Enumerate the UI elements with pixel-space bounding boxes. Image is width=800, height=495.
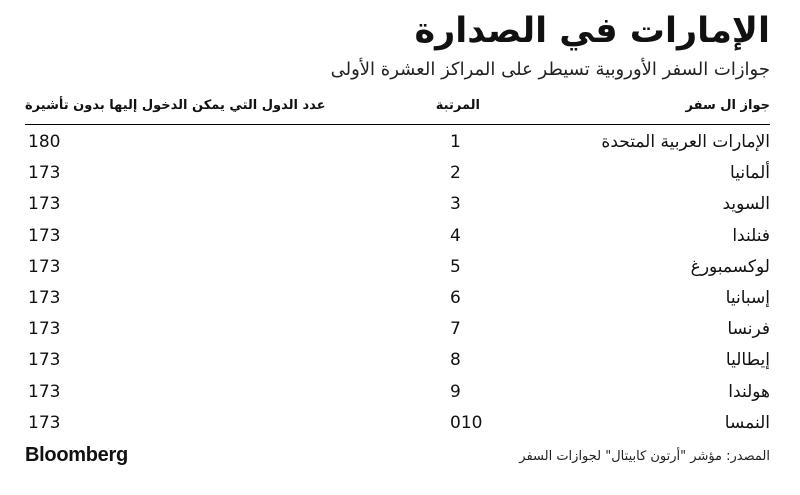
table-row (0, 220, 800, 251)
rank-value: 3 (450, 194, 461, 215)
column-header-visa-free-count: عدد الدول التي يمكن الدخول إليها بدون تأشيرة (25, 98, 326, 113)
visa-free-count: 173 (28, 350, 61, 371)
table-row (0, 188, 800, 219)
table-row (0, 407, 800, 438)
chart-subtitle: جوازات السفر الأوروبية تسيطر على المراكز العشرة الأولى (330, 59, 770, 80)
passport-name: إسبانيا (725, 287, 770, 308)
rank-value: 5 (450, 256, 461, 277)
passport-name: إيطاليا (725, 350, 770, 371)
passport-name: الإمارات العربية المتحدة (601, 132, 770, 152)
visa-free-count: 173 (28, 225, 61, 246)
visa-free-count: 173 (28, 287, 61, 308)
rank-value: 010 (450, 412, 483, 433)
source-note: المصدر: مؤشر "أرتون كابيتال" لجوازات السفر (519, 449, 770, 464)
table-row (0, 313, 800, 344)
rank-value: 1 (450, 132, 461, 152)
rank-value: 6 (450, 287, 461, 308)
table-row (0, 282, 800, 313)
table-row (0, 376, 800, 407)
passport-name: فرنسا (727, 319, 770, 340)
table-row (0, 251, 800, 282)
header-rule (25, 124, 770, 125)
passport-name: لوكسمبورغ (690, 256, 770, 277)
rank-value: 8 (450, 350, 461, 371)
bloomberg-logo: Bloomberg (25, 444, 128, 466)
table-body (0, 126, 800, 438)
passport-name: ألمانيا (730, 163, 770, 184)
passport-name: هولندا (728, 381, 770, 402)
table-row (0, 157, 800, 188)
table-row (0, 126, 800, 157)
column-header-rank: المرتبة (435, 98, 480, 113)
column-header-passport: جواز ال سفر (685, 98, 770, 113)
passport-name: فنلندا (732, 225, 770, 246)
table-row (0, 344, 800, 375)
rank-value: 2 (450, 163, 461, 184)
visa-free-count: 173 (28, 381, 61, 402)
visa-free-count: 180 (28, 132, 61, 152)
passport-name: السويد (722, 194, 770, 215)
visa-free-count: 173 (28, 412, 61, 433)
rank-value: 4 (450, 225, 461, 246)
visa-free-count: 173 (28, 163, 61, 184)
rank-value: 7 (450, 319, 461, 340)
visa-free-count: 173 (28, 319, 61, 340)
visa-free-count: 173 (28, 194, 61, 215)
visa-free-count: 173 (28, 256, 61, 277)
rank-value: 9 (450, 381, 461, 402)
passport-name: النمسا (724, 412, 770, 433)
chart-title: الإمارات في الصدارة (414, 11, 770, 51)
